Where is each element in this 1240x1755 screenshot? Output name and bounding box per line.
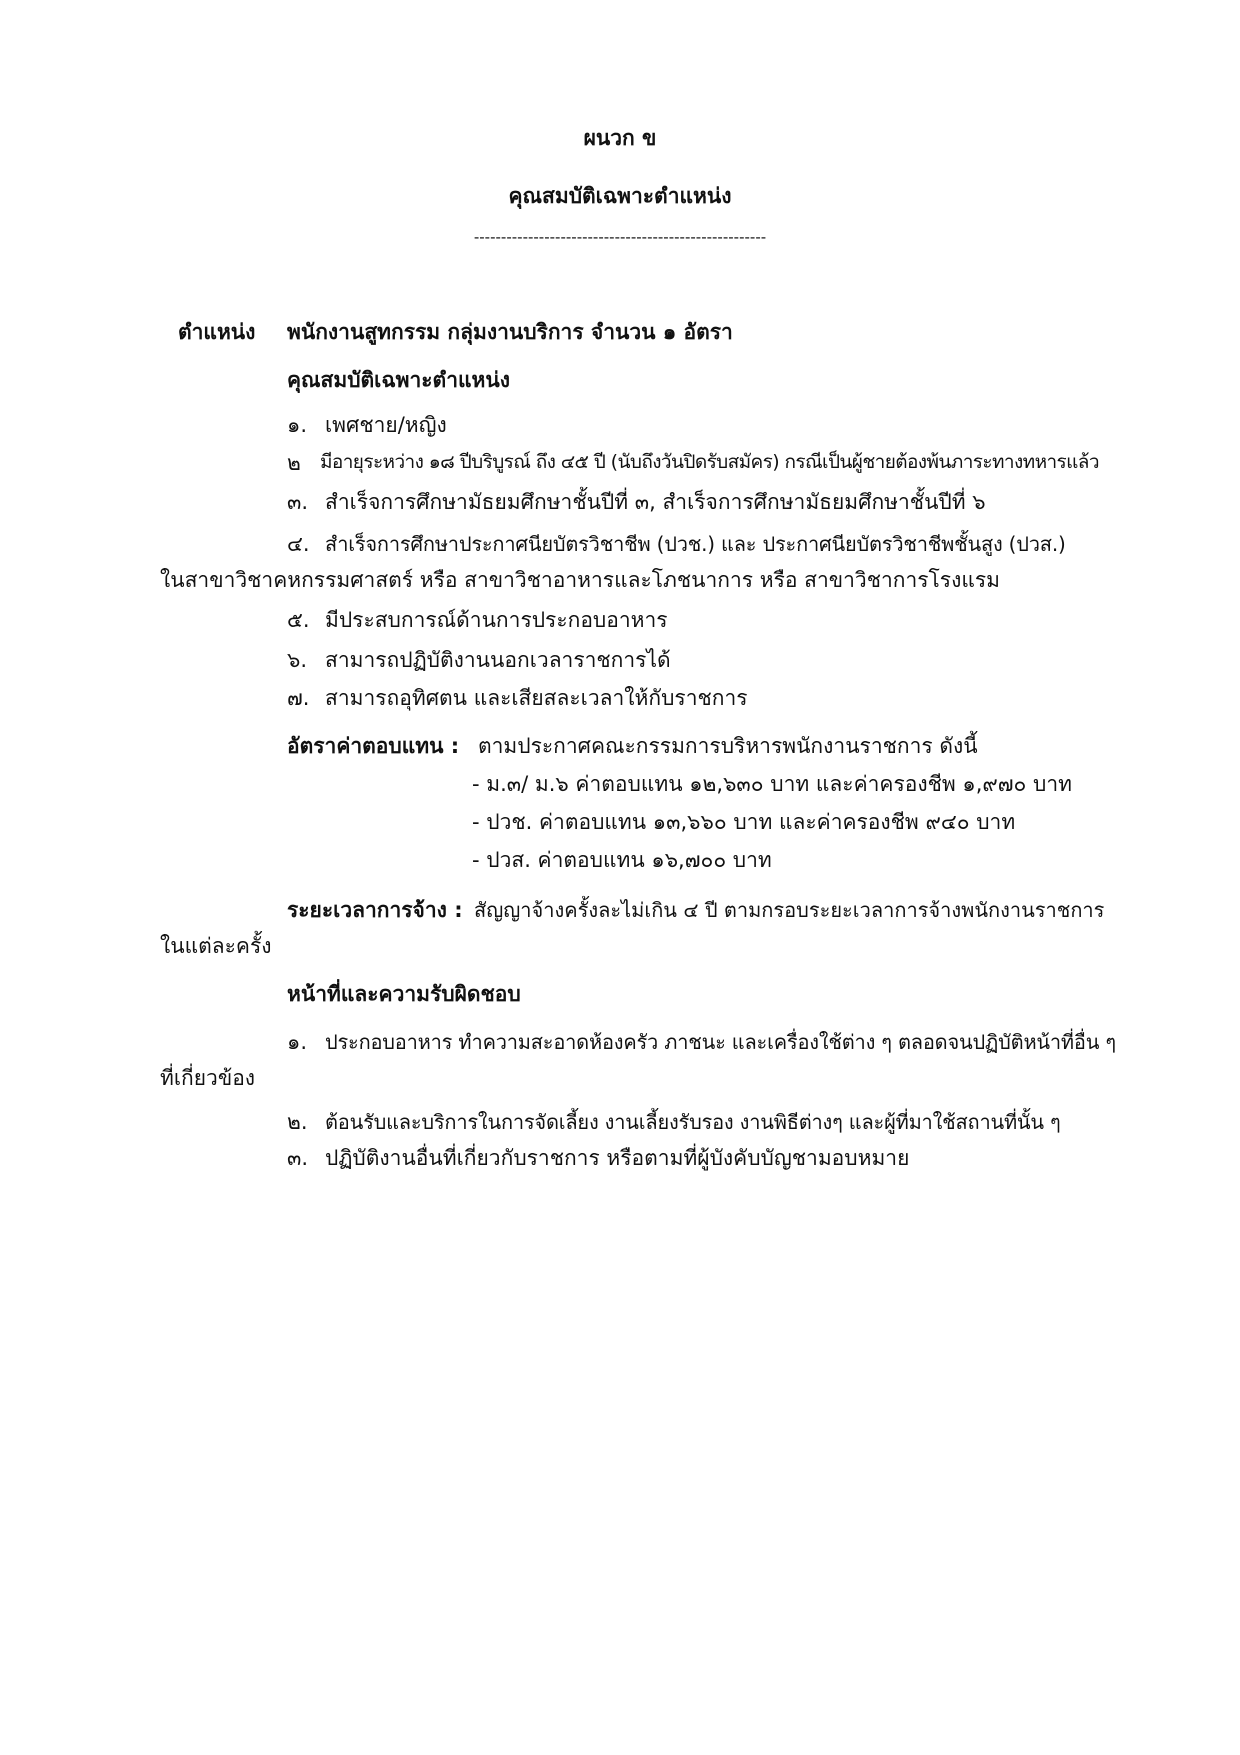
list-item-number: ๗.: [287, 686, 310, 710]
list-item: ต้อนรับและบริการในการจัดเลี้ยง งานเลี้ยงรับรอง งานพิธีต่างๆ และผู้ที่มาใช้สถานที่นั้น ๆ: [325, 1110, 1061, 1134]
list-item-continuation: ที่เกี่ยวข้อง: [160, 1066, 256, 1090]
employment-period-text: สัญญาจ้างครั้งละไม่เกิน ๔ ปี ตามกรอบระยะเวลาการจ้างพนักงานราชการ: [474, 898, 1105, 922]
position-value: พนักงานสูทกรรม กลุ่มงานบริการ จำนวน ๑ อัตรา: [287, 320, 733, 344]
list-item: สำเร็จการศึกษามัธยมศึกษาชั้นปีที่ ๓, สำเร็จการศึกษามัธยมศึกษาชั้นปีที่ ๖: [325, 490, 986, 514]
title-divider: ------------------------------------------------------: [473, 228, 767, 246]
list-item: ประกอบอาหาร ทำความสะอาดห้องครัว ภาชนะ และเครื่องใช้ต่าง ๆ ตลอดจนปฏิบัติหน้าที่อื่น ๆ: [325, 1030, 1116, 1054]
list-item-number: ๕.: [287, 608, 310, 632]
list-item-number: ๒.: [287, 1110, 308, 1134]
page-title: คุณสมบัติเฉพาะตำแหน่ง: [508, 184, 732, 208]
list-item-number: ๒: [287, 451, 301, 475]
employment-period-continuation: ในแต่ละครั้ง: [160, 934, 272, 958]
list-item: เพศชาย/หญิง: [325, 413, 447, 437]
list-item-number: ๖.: [287, 648, 308, 672]
compensation-item: - ม.๓/ ม.๖ ค่าตอบแทน ๑๒,๖๓๐ บาท และค่าครองชีพ ๑,๙๗๐ บาท: [472, 772, 1073, 796]
compensation-item: - ปวส. ค่าตอบแทน ๑๖,๗๐๐ บาท: [472, 848, 772, 872]
list-item: มีอายุระหว่าง ๑๘ ปีบริบูรณ์ ถึง ๔๕ ปี (นับถึงวันปิดรับสมัคร) กรณีเป็นผู้ชายต้องพ้นภาระทางทหารแล้ว: [320, 451, 1099, 473]
compensation-text: ตามประกาศคณะกรรมการบริหารพนักงานราชการ ดังนี้: [478, 734, 978, 758]
list-item-number: ๓.: [287, 490, 309, 514]
list-item-number: ๔.: [287, 532, 310, 556]
list-item: มีประสบการณ์ด้านการประกอบอาหาร: [325, 608, 668, 632]
list-item-continuation: ในสาขาวิชาคหกรรมศาสตร์ หรือ สาขาวิชาอาหารและโภชนาการ หรือ สาขาวิชาการโรงแรม: [160, 568, 1000, 592]
list-item: สามารถอุทิศตน และเสียสละเวลาให้กับราชการ: [325, 686, 748, 710]
duties-heading: หน้าที่และความรับผิดชอบ: [287, 982, 521, 1006]
compensation-label: อัตราค่าตอบแทน :: [287, 734, 460, 758]
compensation-item: - ปวช. ค่าตอบแทน ๑๓,๖๖๐ บาท และค่าครองชีพ ๙๔๐ บาท: [472, 810, 1016, 834]
list-item: ปฏิบัติงานอื่นที่เกี่ยวกับราชการ หรือตามที่ผู้บังคับบัญชามอบหมาย: [325, 1146, 910, 1170]
list-item-number: ๑.: [287, 413, 308, 437]
list-item-number: ๑.: [287, 1030, 308, 1054]
qualifications-heading: คุณสมบัติเฉพาะตำแหน่ง: [287, 368, 510, 392]
list-item: สามารถปฏิบัติงานนอกเวลาราชการได้: [325, 648, 671, 672]
list-item-number: ๓.: [287, 1146, 309, 1170]
list-item: สำเร็จการศึกษาประกาศนียบัตรวิชาชีพ (ปวช.) และ ประกาศนียบัตรวิชาชีพชั้นสูง (ปวส.): [325, 532, 1066, 556]
appendix-title: ผนวก ข: [583, 126, 657, 150]
employment-period-label: ระยะเวลาการจ้าง :: [287, 898, 463, 922]
position-label: ตำแหน่ง: [178, 320, 256, 344]
